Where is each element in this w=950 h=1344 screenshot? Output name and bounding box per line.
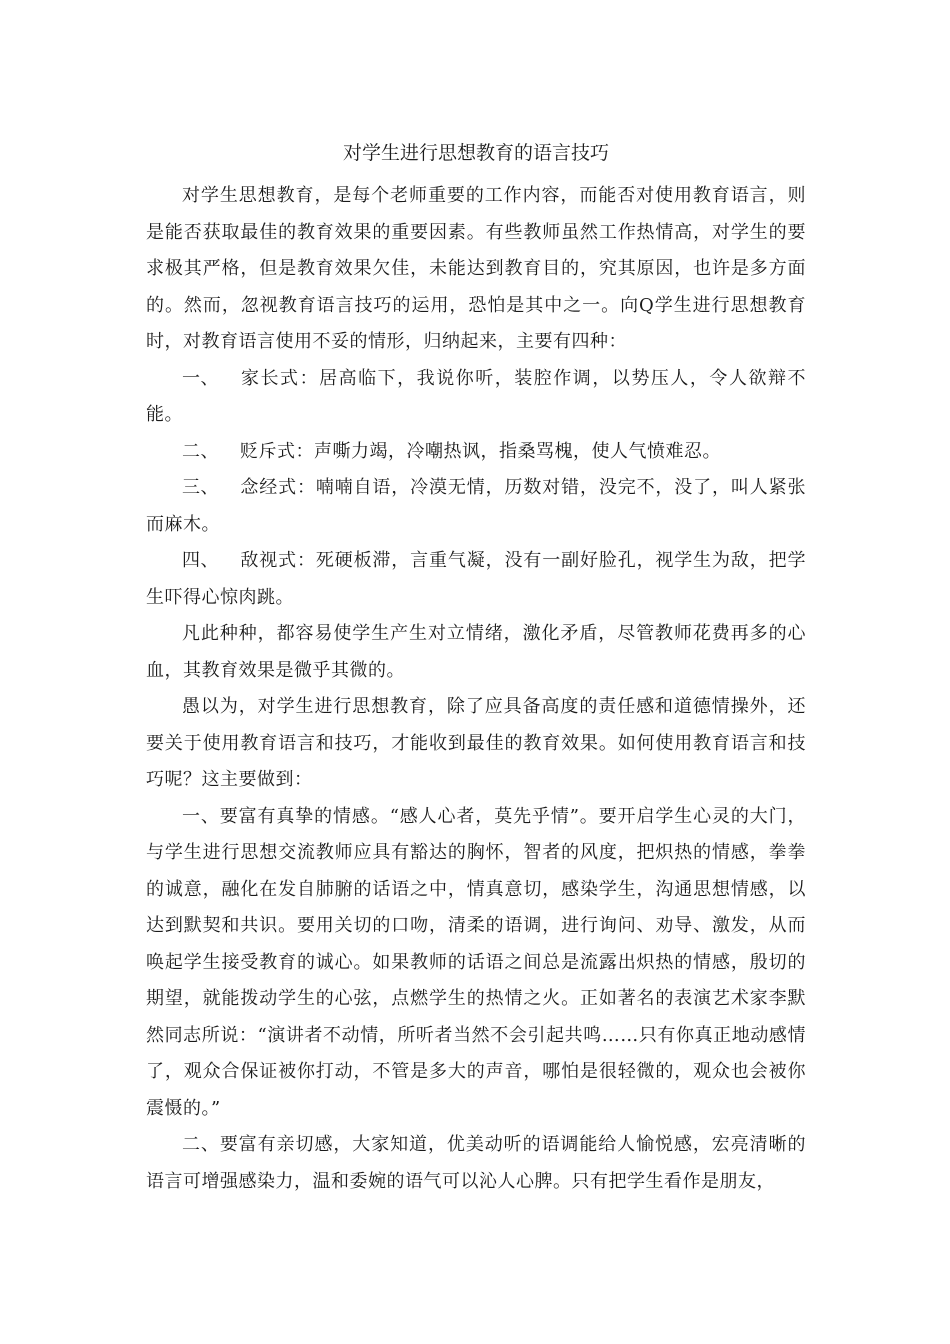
list-item-text: 家长式：居高临下，我说你听，装腔作调，以势压人，令人欲辩不能。 — [146, 367, 806, 425]
body-paragraph-2: 愚以为，对学生进行思想教育，除了应具备高度的责任感和道德情操外，还要关于使用教育语言和技巧，才能收到最佳的教育效果。如何使用教育语言和技巧呢？这主要做到： — [146, 696, 806, 790]
list-item-3 — [146, 470, 806, 543]
document-body — [146, 138, 806, 1200]
body-paragraph-1: 凡此种种，都容易使学生产生对立情绪，激化矛盾，尽管教师花费再多的心血，其教育效果是微乎其微的。 — [146, 623, 806, 681]
intro-paragraph: 对学生思想教育，是每个老师重要的工作内容，而能否对使用教育语言，则是能否获取最佳的教育效果的重要因素。有些教师虽然工作热情高，对学生的要求极其严格，但是教育效果欠佳，未能达到教育目的，究其原因，也许是多方面的。然而，忽视教育语言技巧的运用，恐怕是其中之一。向Q学生进行思想教育时，对教育语言使用不妥的情形，归纳起来，主要有四种： — [146, 185, 806, 352]
list-item-text: 敌视式：死硬板滞，言重气凝，没有一副好脸孔，视学生为敌，把学生吓得心惊肉跳。 — [146, 550, 806, 608]
list-item-text: 贬斥式：声嘶力竭，冷嘲热讽，指桑骂槐，使人气愤难忍。 — [240, 440, 721, 462]
list-item-number: 四、 — [182, 550, 219, 571]
body-paragraph-3: 一、要富有真挚的情感。“感人心者，莫先乎情”。要开启学生心灵的大门，与学生进行思想交流教师应具有豁达的胸怀，智者的风度，把炽热的情感，拳拳的诚意，融化在发自肺腑的话语之中，情真意切，感染学生，沟通思想情感，以达到默契和共识。要用关切的口吻，清柔的语调，进行询问、劝导、激发，从而唤起学生接受教育的诚心。如果教师的话语之间总是流露出炽热的情感，殷切的期望，就能拨动学生的心弦，点燃学生的热情之火。正如著名的表演艺术家李默然同志所说：“演讲者不动情，所听者当然不会引起共鸣……只有你真正地动感情了，观众合保证被你打动，不管是多大的声音，哪怕是很轻微的，观众也会被你震慑的。” — [146, 805, 806, 1119]
body-paragraph-4: 二、要富有亲切感，大家知道，优美动听的语调能给人愉悦感，宏亮清晰的语言可增强感染力，温和委婉的语气可以沁人心脾。只有把学生看作是朋友， — [146, 1134, 806, 1192]
list-item-2 — [146, 434, 806, 471]
list-item-1 — [146, 361, 806, 434]
list-item-number: 二、 — [182, 440, 219, 462]
list-item-number: 一、 — [182, 367, 219, 389]
list-item-text: 念经式：喃喃自语，冷漠无情，历数对错，没完不，没了，叫人紧张而麻木。 — [146, 477, 806, 535]
list-item-number: 三、 — [182, 477, 219, 498]
document-title: 对学生进行思想教育的语言技巧 — [342, 142, 609, 164]
list-item-4 — [146, 543, 806, 616]
